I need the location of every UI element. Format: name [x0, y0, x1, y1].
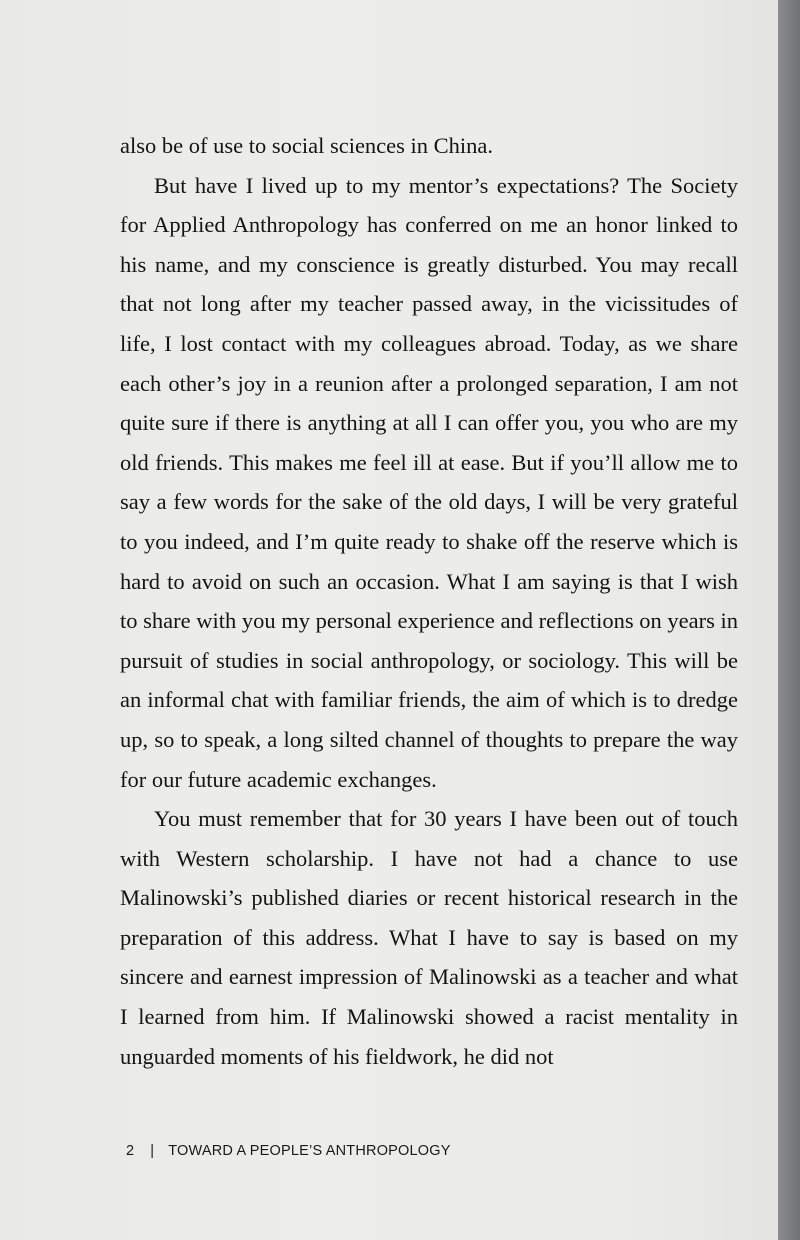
footer-separator: |: [150, 1143, 155, 1159]
body-text: [120, 126, 738, 1076]
paragraph-3: You must remember that for 30 years I have been out of touch with Western scholarship. I have not had a chance to use Malinowski’s published diaries or recent historical research in the preparation of this address. What I have to say is based on my sincere and earnest impression of Malinowski as a teacher and what I learned from him. If Malinowski showed a racist mentality in unguarded moments of his fieldwork, he did not: [120, 806, 738, 1069]
page-footer: [126, 1143, 451, 1159]
page-number: 2: [126, 1143, 135, 1159]
running-title: TOWARD A PEOPLE’S ANTHROPOLOGY: [168, 1143, 451, 1159]
page-edge-background: [778, 0, 800, 1240]
paragraph-2: But have I lived up to my mentor’s expectations? The Society for Applied Anthropology has conferred on me an honor linked to his name, and my conscience is greatly disturbed. You may recall that not long after my teacher passed away, in the vicissitudes of life, I lost contact with my colleagues abroad. Today, as we share each other’s joy in a reunion after a prolonged separation, I am not quite sure if there is anything at all I can offer you, you who are my old friends. This makes me feel ill at ease. But if you’ll allow me to say a few words for the sake of the old days, I will be very grateful to you indeed, and I’m quite ready to shake off the reserve which is hard to avoid on such an occasion. What I am saying is that I wish to share with you my personal experience and reflections on years in pursuit of studies in social anthropology, or sociology. This will be an informal chat with familiar friends, the aim of which is to dredge up, so to speak, a long silted channel of thoughts to prepare the way for our future academic exchanges.: [120, 172, 738, 792]
paragraph-1: also be of use to social sciences in China.: [120, 133, 494, 158]
